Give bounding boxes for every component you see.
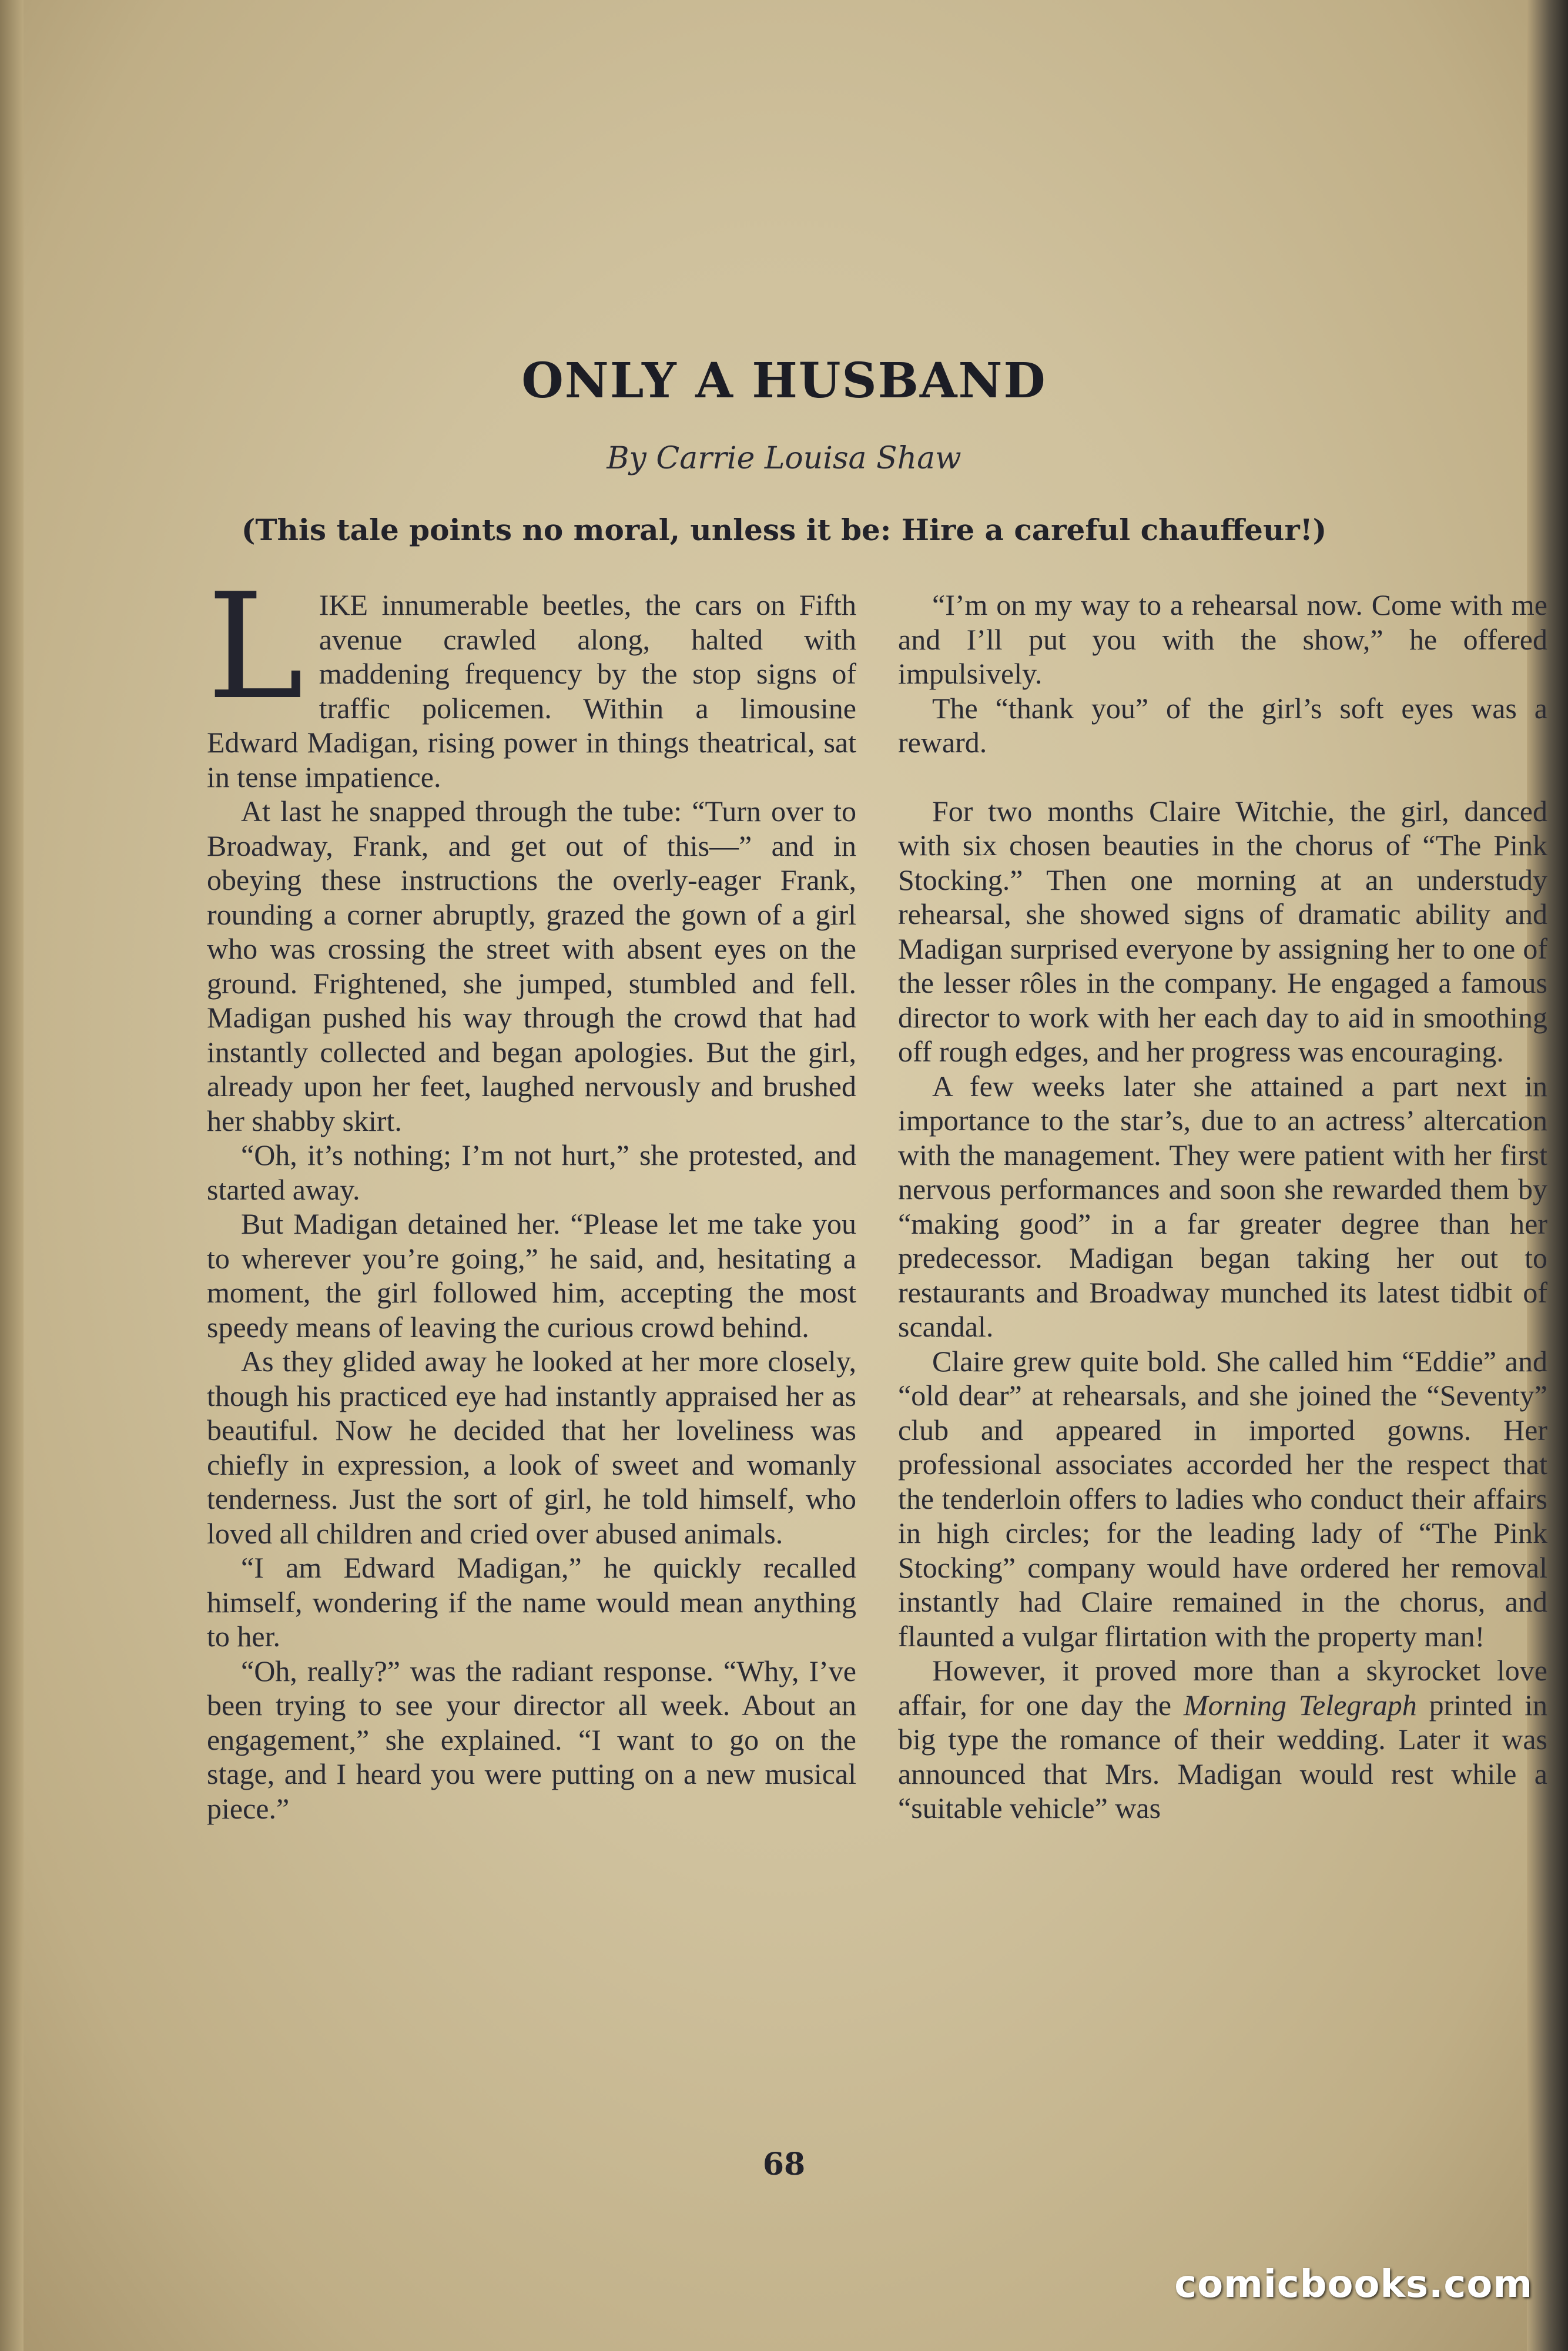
- right-column: [898, 588, 1547, 1826]
- paragraph: “I’m on my way to a rehearsal now. Come with me and I’ll put you with the show,” he offered impulsively.: [898, 588, 1547, 690]
- paragraph: As they glided away he looked at her more closely, though his practiced eye had instantly appraised her as beautiful. Now he decided that her loveliness was chiefly in expression, a look of sweet and womanly tenderness. Just the sort of girl, he told himself, who loved all children and cried over abused animals.: [207, 1345, 856, 1550]
- paragraph-text: IKE innumerable beetles, the cars on Fifth avenue crawled along, halted with maddening frequency by the stop signs of traffic policemen. Within a limousine Edward Madigan, rising power in things theatrical, sat in tense impatience.: [207, 588, 856, 793]
- left-column: [207, 562, 856, 1826]
- paragraph-text: However, it proved more than a skyrocket love affair, for one day the: [898, 1654, 1547, 1722]
- paragraph: But Madigan detained her. “Please let me take you to wherever you’re going,” he said, and, hesitating a moment, the girl followed him, accepting the most speedy means of leaving the curious crowd behind.: [207, 1207, 856, 1344]
- paragraph: At last he snapped through the tube: “Turn over to Broadway, Frank, and get out of this—” and in obeying these instructions the overly-eager Frank, rounding a corner abruptly, grazed the gown of a girl who was crossing the street with absent eyes on the ground. Frightened, she jumped, stumbled and fell. Madigan pushed his way through the crowd that had instantly collected and began apologies. But the girl, already upon her feet, laughed nervously and brushed her shabby skirt.: [207, 795, 856, 1137]
- article-title: ONLY A HUSBAND: [521, 353, 1047, 409]
- watermark: comicbooks.com: [1174, 2263, 1533, 2306]
- article-byline: By Carrie Louisa Shaw: [607, 441, 961, 476]
- paragraph: “I am Edward Madigan,” he quickly recalled himself, wondering if the name would mean anything to her.: [207, 1551, 856, 1653]
- paragraph: Claire grew quite bold. She called him “Eddie” and “old dear” at rehearsals, and she joined the “Seventy” club and appeared in imported gowns. Her professional associates accorded her the respect that the tenderloin offers to ladies who conduct their affairs in high circles; for the leading lady of “The Pink Stocking” company would have ordered her removal instantly had Claire remained in the chorus, and flaunted a vulgar flirtation with the property man!: [898, 1344, 1547, 1653]
- drop-cap: L: [207, 562, 304, 732]
- article-moral: (This tale points no moral, unless it be: Hire a careful chauffeur!): [241, 513, 1327, 547]
- paragraph: A few weeks later she attained a part next in importance to the star’s, due to an actress’ altercation with the management. They were patient with her first nervous performances and soon she rewarded them by “making good” in a far greater degree than her predecessor. Madigan began taking her out to restaurants and Broadway munched its latest tidbit of scandal.: [898, 1069, 1547, 1343]
- paragraph: [207, 562, 856, 794]
- paragraph-text: printed in big type the romance of their wedding. Later it was announced that Mrs. Madigan would rest while a “suitable vehicle” was: [898, 1688, 1547, 1824]
- paragraph: “Oh, really?” was the radiant response. “Why, I’ve been trying to see your director all week. About an engagement,” she explained. “I want to go on the stage, and I heard you were putting on a new musical piece.”: [207, 1654, 856, 1825]
- paragraph: The “thank you” of the girl’s soft eyes was a reward.: [898, 691, 1547, 759]
- paragraph: “Oh, it’s nothing; I’m not hurt,” she protested, and started away.: [207, 1138, 856, 1206]
- page-number: 68: [762, 2146, 806, 2182]
- newspaper-title: Morning Telegraph: [1183, 1688, 1417, 1722]
- paragraph: [898, 1653, 1547, 1826]
- paragraph: For two months Claire Witchie, the girl, danced with six chosen beauties in the chorus of “The Pink Stocking.” Then one morning at an understudy rehearsal, she showed signs of dramatic ability and Madigan surprised everyone by assigning her to one of the lesser rôles in the company. He engaged a famous director to work with her each day to aid in smoothing off rough edges, and her progress was encouraging.: [898, 794, 1547, 1068]
